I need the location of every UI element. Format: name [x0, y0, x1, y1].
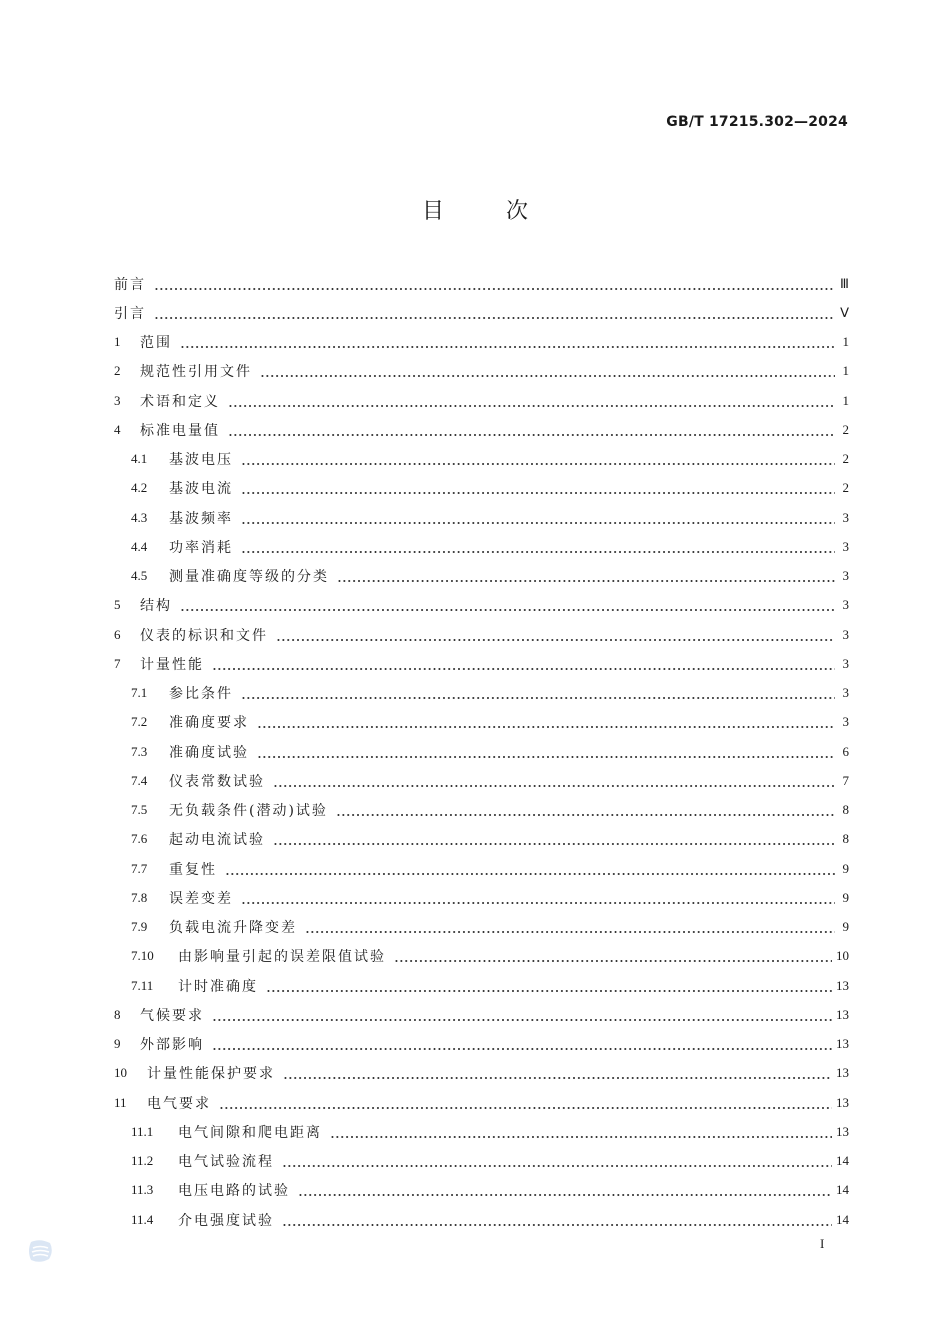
- toc-entry-number: 7.1: [131, 685, 148, 701]
- toc-entry[interactable]: [114, 269, 849, 298]
- toc-entry-page: 1: [842, 363, 849, 379]
- dot-leader: [180, 335, 835, 349]
- toc-entry[interactable]: [114, 328, 849, 357]
- toc-entry-number: 6: [114, 626, 121, 642]
- toc-entry-label: 电气间隙和爬电距离: [178, 1124, 322, 1141]
- toc-entry-number: 7.5: [131, 802, 148, 818]
- toc-entry-number: 7.2: [131, 714, 148, 730]
- dot-leader: [282, 1154, 832, 1168]
- toc-entry-number: 1: [114, 334, 121, 350]
- toc-entry-label: 起动电流试验: [169, 832, 265, 849]
- toc-entry[interactable]: [114, 766, 849, 795]
- dot-leader: [298, 1183, 832, 1197]
- toc-entry-label: 范围: [140, 335, 172, 352]
- dot-leader: [337, 569, 835, 583]
- toc-entry-label: 基波电压: [169, 452, 233, 469]
- dot-leader: [260, 364, 835, 378]
- dot-leader: [241, 891, 835, 905]
- dot-leader: [273, 832, 835, 846]
- dot-leader: [241, 540, 835, 554]
- toc-entry[interactable]: [114, 913, 849, 942]
- dot-leader: [282, 1213, 832, 1227]
- toc-entry[interactable]: [114, 737, 849, 766]
- toc-entry[interactable]: [114, 1117, 849, 1146]
- toc-entry[interactable]: [114, 825, 849, 854]
- toc-entry-label: 仪表的标识和文件: [140, 627, 268, 644]
- toc-entry-label: 无负载条件(潜动)试验: [169, 803, 328, 820]
- toc-entry-page: 8: [842, 831, 849, 847]
- toc-entry-number: 7.11: [131, 977, 154, 993]
- toc-entry-number: 4.2: [131, 480, 148, 496]
- dot-leader: [228, 423, 835, 437]
- toc-entry-page: 2: [842, 451, 849, 467]
- dot-leader: [336, 803, 835, 817]
- toc-entry-number: 4: [114, 421, 121, 437]
- table-of-contents: [114, 269, 849, 1234]
- toc-entry-page: 1: [842, 392, 849, 408]
- toc-entry-page: 9: [842, 860, 849, 876]
- toc-entry-page: 3: [842, 626, 849, 642]
- toc-entry-number: 7.10: [131, 948, 154, 964]
- toc-entry[interactable]: [114, 532, 849, 561]
- toc-entry[interactable]: [114, 971, 849, 1000]
- toc-entry-label: 电气要求: [147, 1095, 211, 1112]
- toc-entry-page: 13: [836, 1123, 849, 1139]
- toc-entry-label: 计量性能: [140, 656, 204, 673]
- dot-leader: [225, 862, 835, 876]
- toc-entry-page: 13: [836, 1094, 849, 1110]
- dot-leader: [241, 686, 835, 700]
- toc-entry[interactable]: [114, 1147, 849, 1176]
- toc-entry-number: 2: [114, 363, 121, 379]
- toc-entry[interactable]: [114, 1059, 849, 1088]
- dot-leader: [266, 979, 832, 993]
- toc-entry-number: 7.4: [131, 772, 148, 788]
- toc-entry-label: 重复性: [169, 861, 217, 878]
- toc-entry-page: 14: [836, 1182, 849, 1198]
- toc-entry-label: 结构: [140, 598, 172, 615]
- toc-entry[interactable]: [114, 1000, 849, 1029]
- toc-entry[interactable]: [114, 474, 849, 503]
- toc-entry-number: 11.4: [131, 1211, 154, 1227]
- toc-entry-label: 仪表常数试验: [169, 773, 265, 790]
- page-title: 目次: [421, 199, 590, 224]
- dot-leader: [212, 1037, 832, 1051]
- toc-entry-page: 9: [842, 889, 849, 905]
- toc-entry[interactable]: [114, 1030, 849, 1059]
- dot-leader: [241, 481, 835, 495]
- toc-entry-label: 测量准确度等级的分类: [169, 569, 329, 586]
- toc-entry-page: 3: [842, 714, 849, 730]
- toc-entry-page: 14: [836, 1153, 849, 1169]
- dot-leader: [228, 394, 835, 408]
- toc-entry[interactable]: [114, 357, 849, 386]
- sac-logo-icon: [27, 1239, 54, 1263]
- toc-entry[interactable]: [114, 649, 849, 678]
- toc-entry-number: 7: [114, 655, 121, 671]
- toc-entry[interactable]: [114, 415, 849, 444]
- toc-entry-label: 功率消耗: [169, 539, 233, 556]
- toc-entry-page: 2: [842, 480, 849, 496]
- dot-leader: [273, 774, 835, 788]
- toc-entry-page: 3: [842, 568, 849, 584]
- dot-leader: [241, 452, 835, 466]
- toc-entry[interactable]: [114, 1176, 849, 1205]
- dot-leader: [276, 628, 835, 642]
- dot-leader: [219, 1096, 832, 1110]
- dot-leader: [257, 745, 835, 759]
- toc-entry-number: 4.1: [131, 451, 148, 467]
- toc-entry-label: 由影响量引起的误差限值试验: [178, 949, 386, 966]
- toc-entry-label: 电气试验流程: [178, 1154, 274, 1171]
- toc-entry-page: 8: [842, 802, 849, 818]
- dot-leader: [241, 511, 835, 525]
- toc-entry-label: 气候要求: [140, 1007, 204, 1024]
- toc-entry[interactable]: [114, 386, 849, 415]
- toc-entry-number: 7.3: [131, 743, 148, 759]
- toc-entry-label: 计时准确度: [178, 978, 258, 995]
- toc-entry[interactable]: [114, 445, 849, 474]
- toc-entry-number: 11: [114, 1094, 127, 1110]
- dot-leader: [212, 1008, 832, 1022]
- toc-entry[interactable]: [114, 298, 849, 327]
- toc-entry[interactable]: [114, 942, 849, 971]
- toc-entry-label: 介电强度试验: [178, 1212, 274, 1229]
- toc-entry[interactable]: [114, 1205, 849, 1234]
- toc-entry[interactable]: [114, 620, 849, 649]
- dot-leader: [212, 657, 835, 671]
- toc-entry-page: 6: [842, 743, 849, 759]
- dot-leader: [394, 949, 832, 963]
- toc-entry-number: 4.5: [131, 568, 148, 584]
- toc-entry-label: 电压电路的试验: [178, 1183, 290, 1200]
- toc-entry-label: 引言: [114, 305, 146, 322]
- toc-entry-label: 负载电流升降变差: [169, 920, 297, 937]
- toc-entry-page: 13: [836, 1036, 849, 1052]
- dot-leader: [180, 598, 835, 612]
- toc-entry-number: 8: [114, 1006, 121, 1022]
- toc-entry-label: 标准电量值: [140, 422, 220, 439]
- dot-leader: [257, 715, 835, 729]
- toc-entry-page: 1: [842, 334, 849, 350]
- toc-entry-page: Ⅲ: [840, 275, 849, 291]
- toc-entry-label: 术语和定义: [140, 393, 220, 410]
- toc-entry[interactable]: [114, 562, 849, 591]
- toc-entry-label: 准确度试验: [169, 744, 249, 761]
- toc-entry-page: Ⅴ: [840, 304, 849, 320]
- toc-entry[interactable]: [114, 796, 849, 825]
- page-number: I: [820, 1236, 825, 1251]
- dot-leader: [154, 277, 835, 291]
- toc-entry-label: 计量性能保护要求: [147, 1066, 275, 1083]
- toc-entry-page: 13: [836, 1006, 849, 1022]
- toc-entry-number: 10: [114, 1065, 127, 1081]
- toc-entry-page: 13: [836, 1065, 849, 1081]
- toc-entry-label: 规范性引用文件: [140, 364, 252, 381]
- dot-leader: [305, 920, 835, 934]
- toc-entry-number: 5: [114, 597, 121, 613]
- toc-entry-number: 9: [114, 1036, 121, 1052]
- toc-entry-label: 准确度要求: [169, 715, 249, 732]
- dot-leader: [283, 1066, 832, 1080]
- toc-entry-number: 7.6: [131, 831, 148, 847]
- toc-entry[interactable]: [114, 1088, 849, 1117]
- toc-entry-label: 基波频率: [169, 510, 233, 527]
- toc-entry[interactable]: [114, 591, 849, 620]
- toc-entry-number: 7.7: [131, 860, 148, 876]
- toc-entry-label: 误差变差: [169, 890, 233, 907]
- toc-entry-number: 7.8: [131, 889, 148, 905]
- toc-entry-label: 前言: [114, 276, 146, 293]
- toc-entry-number: 4.3: [131, 509, 148, 525]
- dot-leader: [330, 1125, 832, 1139]
- toc-entry-number: 3: [114, 392, 121, 408]
- toc-entry-number: 11.3: [131, 1182, 154, 1198]
- toc-entry[interactable]: [114, 679, 849, 708]
- toc-entry[interactable]: [114, 854, 849, 883]
- toc-entry-label: 参比条件: [169, 686, 233, 703]
- standard-code: GB/T 17215.302—2024: [666, 114, 848, 130]
- toc-entry-number: 7.9: [131, 919, 148, 935]
- toc-entry-number: 11.2: [131, 1153, 154, 1169]
- toc-entry[interactable]: [114, 883, 849, 912]
- dot-leader: [154, 306, 835, 320]
- toc-entry-page: 13: [836, 977, 849, 993]
- toc-entry-label: 基波电流: [169, 481, 233, 498]
- toc-entry-page: 2: [842, 421, 849, 437]
- toc-entry-number: 4.4: [131, 538, 148, 554]
- toc-entry[interactable]: [114, 708, 849, 737]
- toc-entry-page: 3: [842, 538, 849, 554]
- toc-entry-page: 3: [842, 509, 849, 525]
- toc-entry-page: 3: [842, 597, 849, 613]
- toc-entry-page: 3: [842, 655, 849, 671]
- toc-entry-number: 11.1: [131, 1123, 154, 1139]
- toc-entry[interactable]: [114, 503, 849, 532]
- toc-entry-page: 14: [836, 1211, 849, 1227]
- toc-entry-page: 9: [842, 919, 849, 935]
- toc-entry-page: 10: [836, 948, 849, 964]
- toc-entry-label: 外部影响: [140, 1037, 204, 1054]
- toc-entry-page: 7: [842, 772, 849, 788]
- toc-entry-page: 3: [842, 685, 849, 701]
